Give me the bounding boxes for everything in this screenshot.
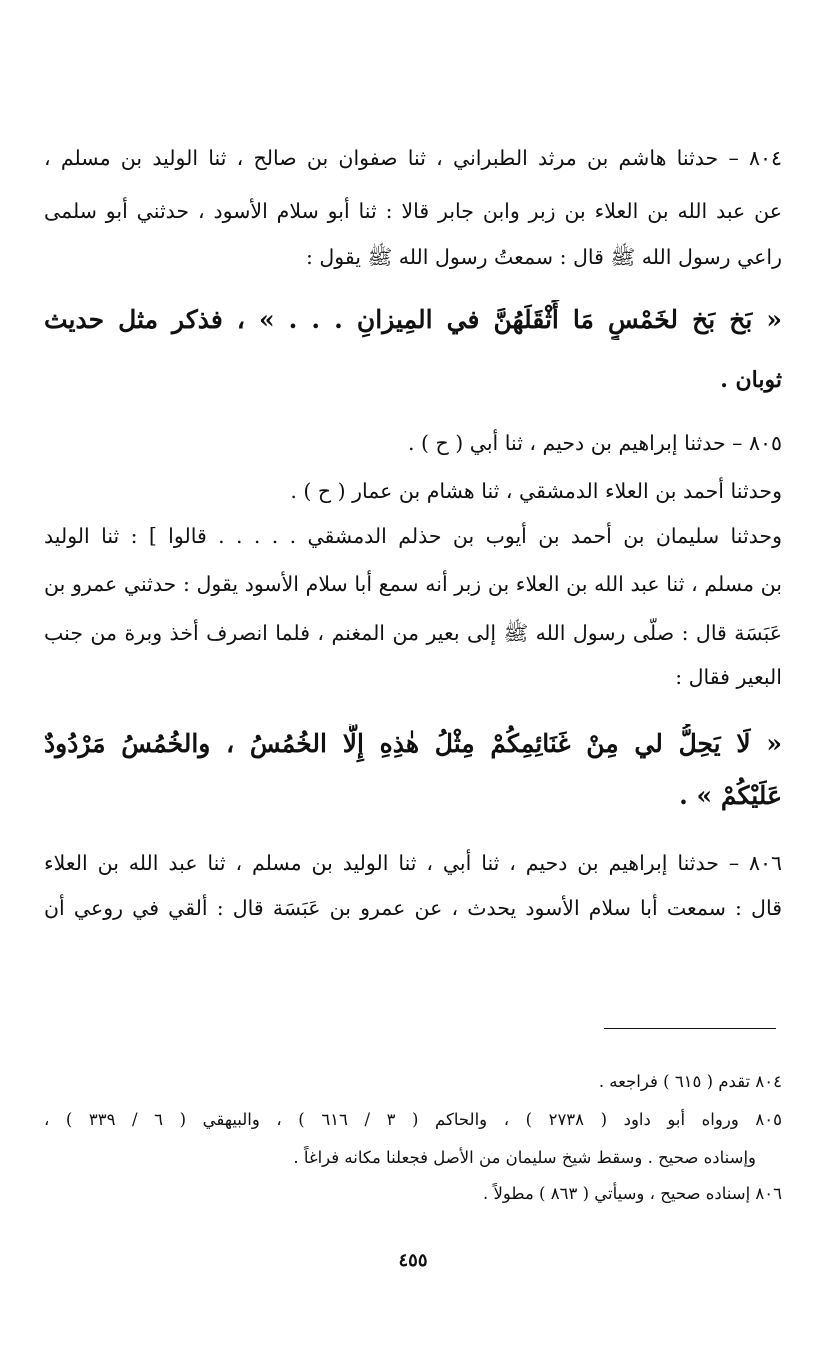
footnote-separator (604, 1028, 776, 1029)
text-line: ٨٠٦ – حدثنا إبراهيم بن دحيم ، ثنا أبي ، ثنا الوليد بن مسلم ، ثنا عبد الله بن العلاء (44, 851, 782, 875)
text-line: عن عبد الله بن العلاء بن زبر وابن جابر قالا : ثنا أبو سلام الأسود ، حدثني أبو سلمى (44, 199, 782, 223)
page-number: ٤٥٥ (398, 1250, 428, 1271)
text-line: ٨٠٥ – حدثنا إبراهيم بن دحيم ، ثنا أبي ( ح ) . (407, 431, 782, 455)
text-line: وحدثنا أحمد بن العلاء الدمشقي ، ثنا هشام بن عمار ( ح ) . (290, 479, 782, 503)
hadith-quote-line: « لَا يَحِلُّ لي مِنْ غَنَائِمِكُمْ مِثْلُ هٰذِهِ إِلَّا الخُمُسُ ، والخُمُسُ مَرْدُودٌ (44, 729, 782, 758)
text-line: بن مسلم ، ثنا عبد الله بن العلاء بن زبر أنه سمع أبا سلام الأسود يقول : حدثني عمرو بن (44, 572, 782, 596)
text-line: ٨٠٤ – حدثنا هاشم بن مرثد الطبراني ، ثنا صفوان بن صالح ، ثنا الوليد بن مسلم ، (44, 146, 782, 170)
hadith-quote-line: عَلَيْكُمْ » . (679, 781, 782, 810)
footnote-line: ٨٠٦ إسناده صحيح ، وسيأتي ( ٨٦٣ ) مطولاً . (483, 1184, 782, 1203)
text-line: راعي رسول الله ﷺ قال : سمعتُ رسول الله ﷺ يقول : (305, 245, 782, 269)
text-line: وحدثنا سليمان بن أحمد بن أيوب بن حذلم الدمشقي . . . . . قالوا ] : ثنا الوليد (44, 524, 782, 548)
text-line: قال : سمعت أبا سلام الأسود يحدث ، عن عمرو بن عَبَسَة قال : ألقي في روعي أن (44, 896, 782, 920)
footnote-line: وإسناده صحيح . وسقط شيخ سليمان من الأصل فجعلنا مكانه فراغاً . (293, 1148, 756, 1167)
hadith-quote-line: ثوبان . (720, 367, 782, 393)
hadith-quote-line: « بَخ بَخ لخَمْسٍ مَا أَثْقَلَهُنَّ في المِيزانِ . . . » ، فذكر مثل حديث (44, 305, 782, 334)
text-line: البعير فقال : (675, 665, 782, 689)
footnote-line: ٨٠٤ تقدم ( ٦١٥ ) فراجعه . (598, 1072, 782, 1091)
text-line: عَبَسَة قال : صلّى رسول الله ﷺ إلى بعير من المغنم ، فلما انصرف أخذ وبرة من جنب (44, 621, 782, 645)
footnote-line: ٨٠٥ ورواه أبو داود ( ٢٧٣٨ ) ، والحاكم ( ٣ / ٦١٦ ) ، والبيهقي ( ٦ / ٣٣٩ ) ، (44, 1110, 782, 1129)
